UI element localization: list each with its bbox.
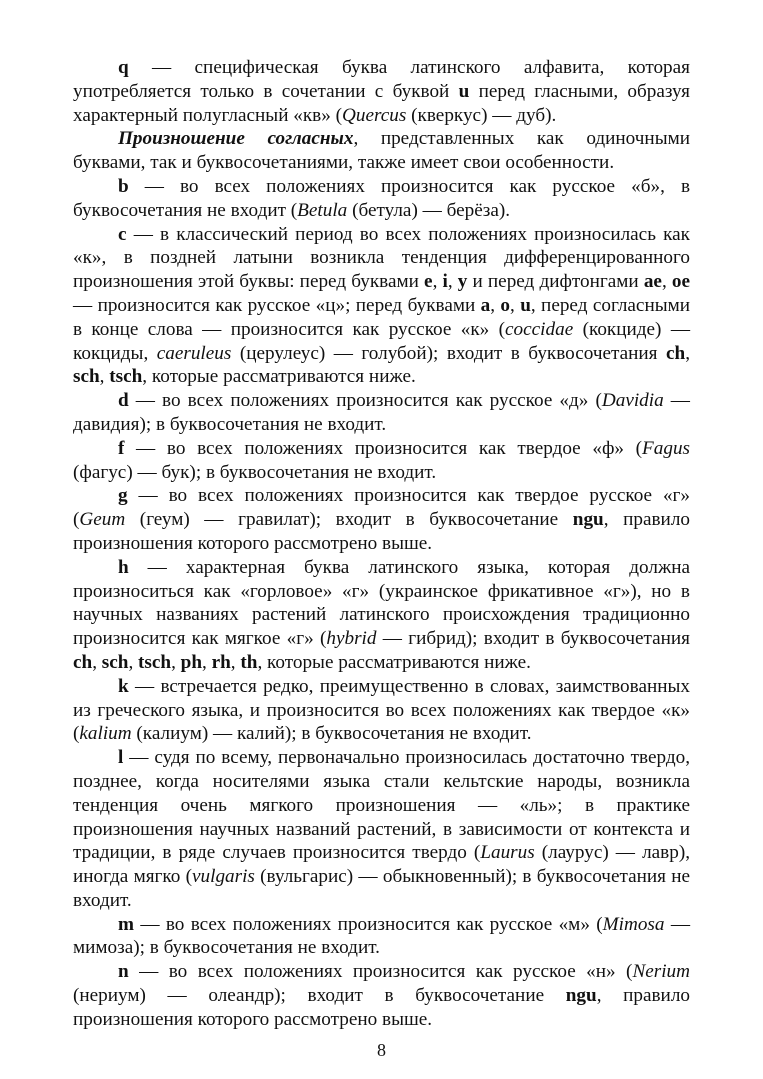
letter-c: c [118, 223, 127, 245]
letter-h: h [118, 556, 129, 578]
letter-l: l [118, 747, 124, 769]
paragraph-m: m — во всех положениях произносится как русское «м» (Mimosa — мимоза); в буквосочетания не входит. [73, 913, 691, 959]
paragraph-l: l — судя по всему, первоначально произносилась достаточно твердо, позднее, когда носителями языка стали кельтские народы, возникла тенденция очень мягкого произношения — «ль»; в практике произношения научных названий растений, в зависимости от контекста и традиции, в ряде случаев произносится твердо (Laurus (лаурус) — лавр), иногда мягко (vulgaris (вульгарис) — обыкновенный); в буквосочетания не входит. [73, 747, 691, 911]
paragraph-c: c — в классический период во всех положениях произносилась как «к», в поздней латыни возникла тенденция дифференцированного произношения этой буквы: перед буквами e, i, y и перед дифтонгами ae, oe — произносится как русское «ц»; перед буквами a, o, u, перед согласными в конце слова — произносится как русское «к» (coccidae (кокциде) — кокциды, caeruleus (церулеус) — голубой); входит в буквосочетания ch, sch, tsch, которые рассматриваются ниже. [73, 223, 691, 388]
letter-n: n [118, 961, 129, 983]
page-body [73, 56, 690, 1032]
paragraph-q: q — специфическая буква латинского алфавита, которая употребляется только в сочетании с буквой u перед гласными, образуя характерный полугласный «кв» (Quercus (кверкус) — дуб). [73, 57, 691, 126]
paragraph-n: n — во всех положениях произносится как русское «н» (Nerium (нериум) — олеандр); входит в буквосочетание ngu, правило произношения которого рассмотрено выше. [73, 961, 690, 1030]
letter-k: k [118, 675, 129, 697]
paragraph-g: g — во всех положениях произносится как твердое русское «г» (Geum (геум) — гравилат); входит в буквосочетание ngu, правило произношения которого рассмотрено выше. [73, 485, 690, 554]
letter-f: f [118, 437, 125, 459]
paragraph-intro: Произношение согласных, представленных как одиночными буквами, так и буквосочетаниями, также имеет свои особенности. [73, 128, 690, 174]
letter-g: g [118, 485, 128, 507]
paragraph-k: k — встречается редко, преимущественно в словах, заимствованных из греческого языка, и произносится во всех положениях как твердое «к» (kalium (калиум) — калий); в буквосочетания не входит. [73, 675, 690, 745]
section-heading: Произношение согласных [118, 128, 354, 150]
paragraph-b: b — во всех положениях произносится как русское «б», в буквосочетания не входит (Betula (бетула) — берёза). [73, 175, 690, 221]
letter-d: d [118, 390, 129, 412]
page-number: 8 [377, 1040, 386, 1060]
letter-m: m [118, 913, 134, 935]
letter-b: b [118, 175, 129, 197]
paragraph-h: h — характерная буква латинского языка, которая должна произноситься как «горловое» «г» (украинское фрикативное «г»), но в научных названиях растений латинского происхождения традиционно произносится как мягкое «г» (hybrid — гибрид); входит в буквосочетания ch, sch, tsch, ph, rh, th, которые рассматриваются ниже. [73, 556, 690, 673]
paragraph-d: d — во всех положениях произносится как русское «д» (Davidia — давидия); в буквосочетания не входит. [73, 390, 690, 435]
letter-q: q [118, 57, 129, 78]
paragraph-f: f — во всех положениях произносится как твердое «ф» (Fagus (фагус) — бук); в буквосочетания не входит. [73, 437, 690, 483]
